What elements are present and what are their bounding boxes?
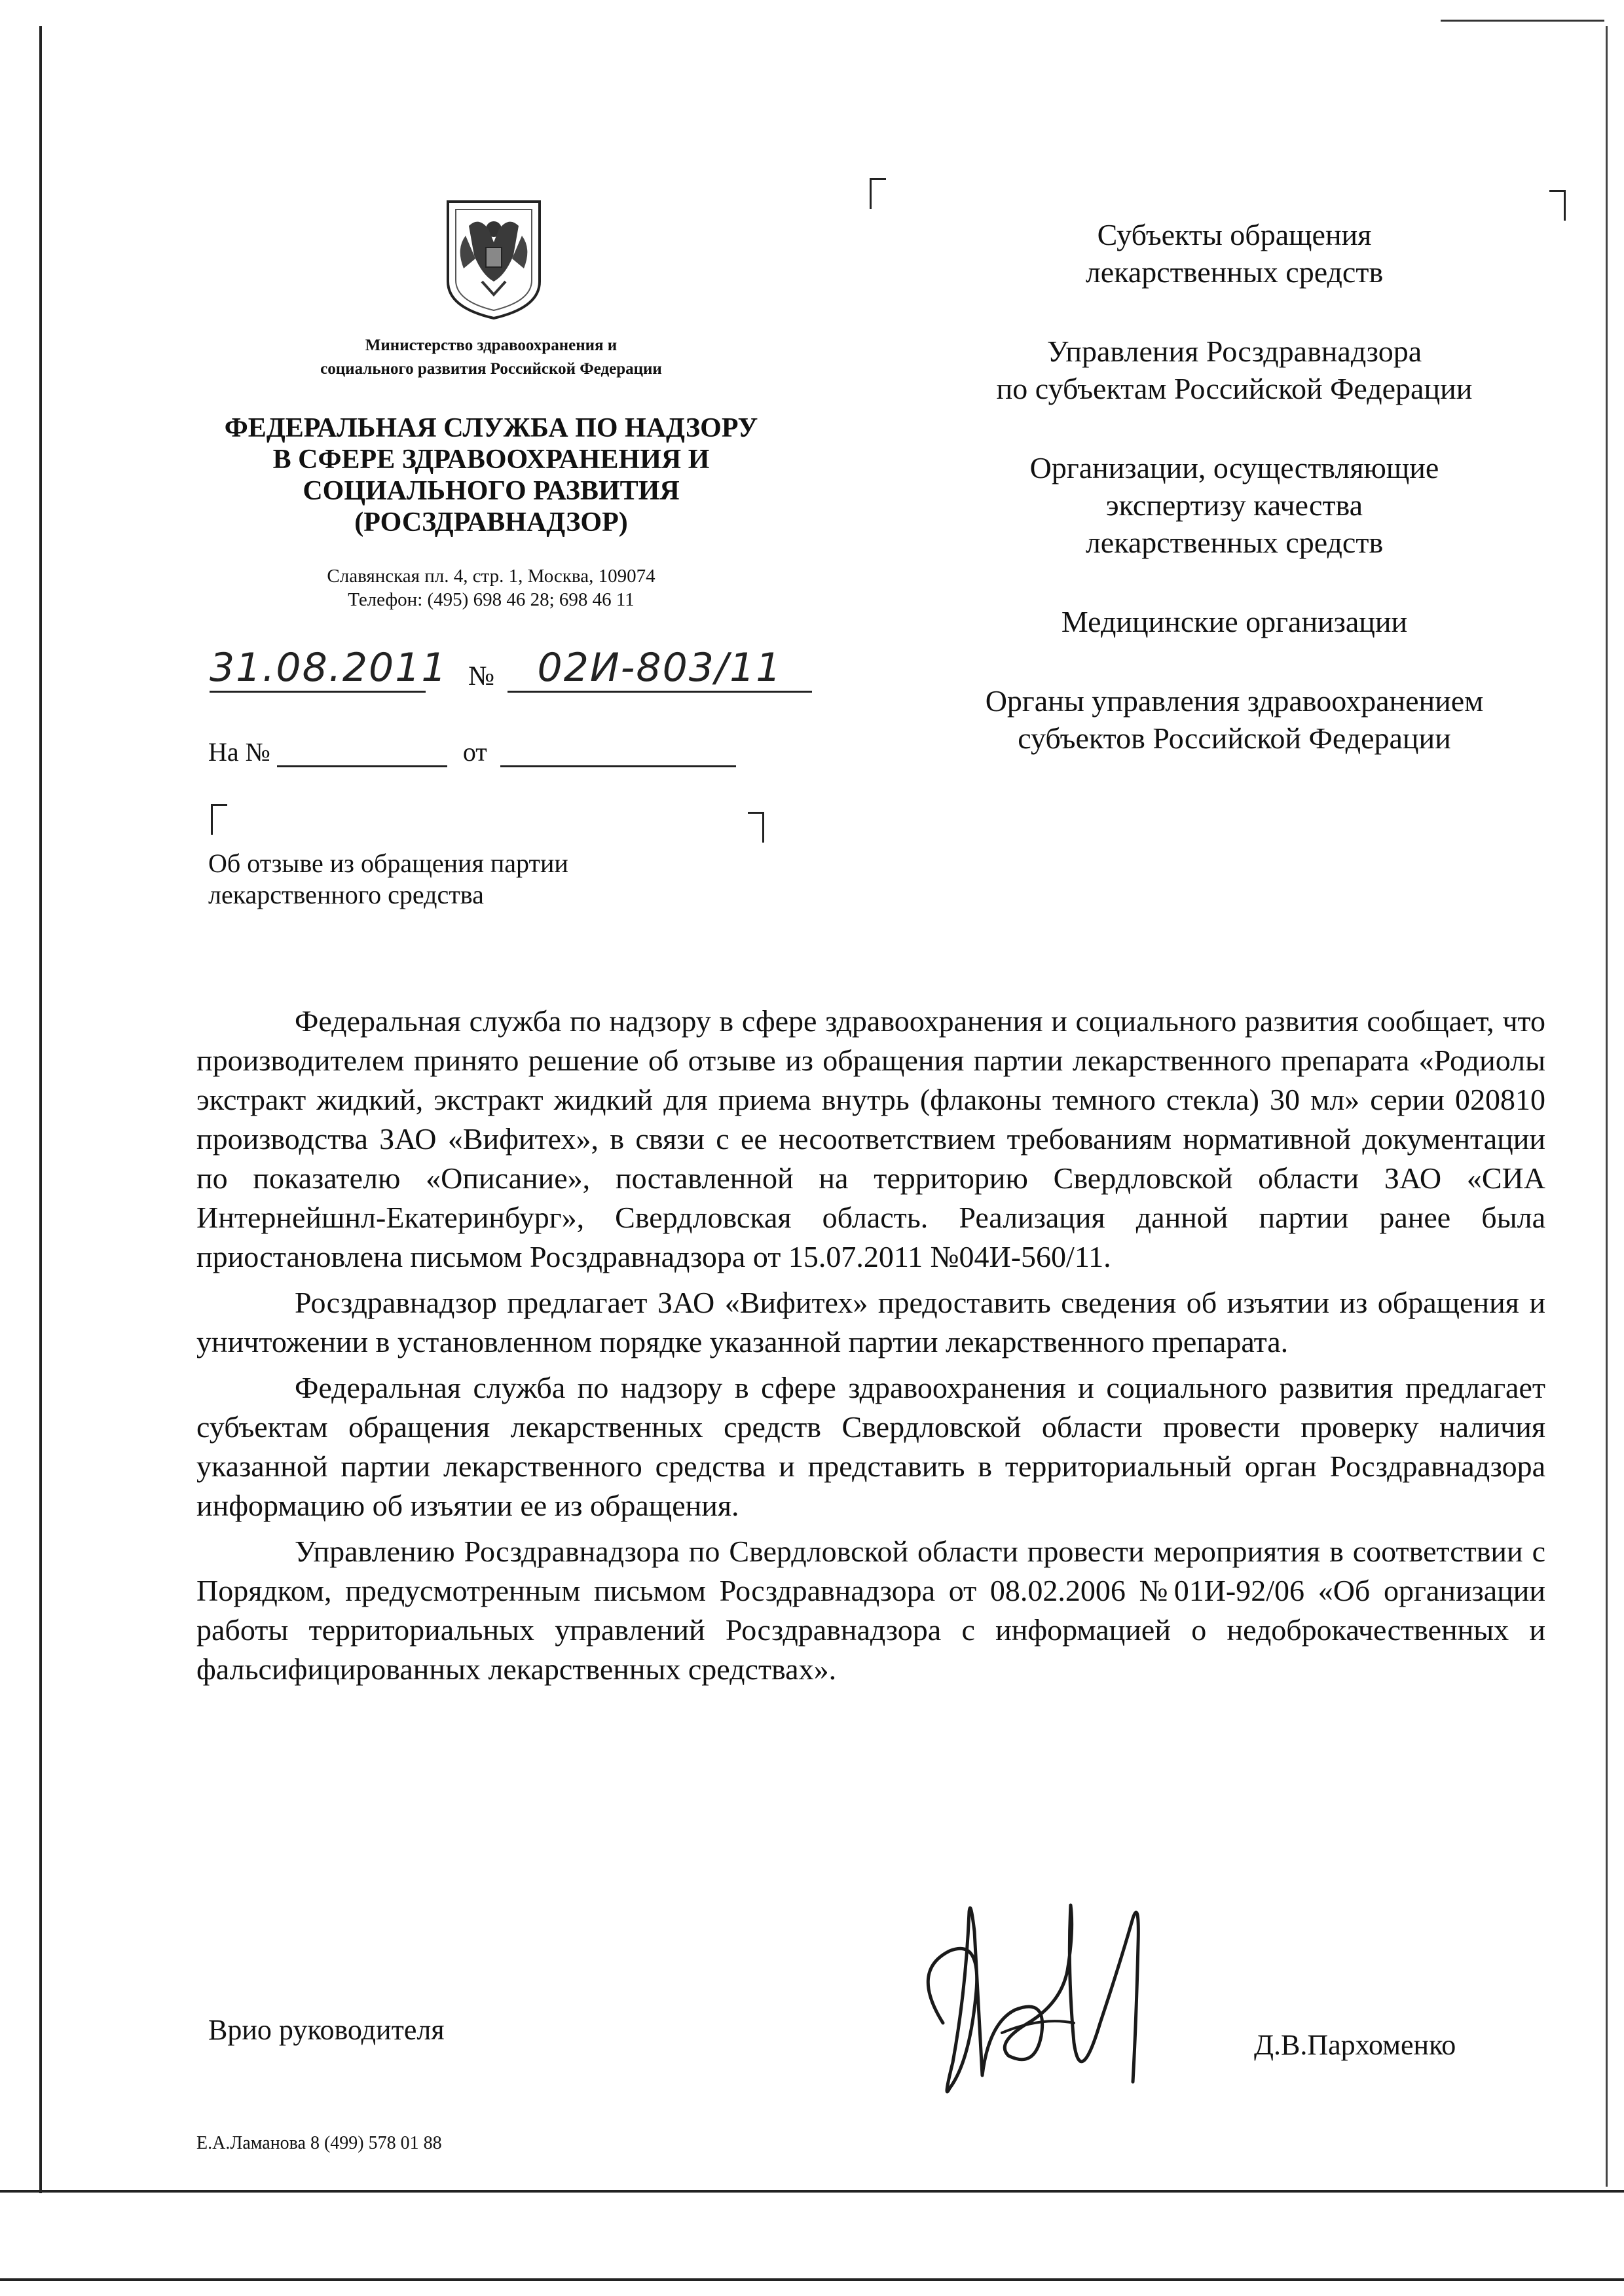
address-line-1: Славянская пл. 4, стр. 1, Москва, 109074 xyxy=(327,566,655,587)
body-paragraph-3: Федеральная служба по надзору в сфере здравоохранения и социального развития предлагает субъектам обращения лекарственных средств Свердловской области провести проверку наличия указанной партии лекарственного средства и представить в территориальный орган Росздравнадзора информацию об изъятии ее из обращения. xyxy=(196,1371,1545,1522)
recipient-item xyxy=(923,603,1545,640)
service-name xyxy=(177,412,805,538)
recipient-line: Организации, осуществляющие xyxy=(1029,451,1439,484)
recipient-item xyxy=(923,449,1545,561)
ministry-line-1: Министерство здравоохранения и xyxy=(365,337,618,354)
letter-body xyxy=(196,1002,1545,1696)
ministry-name xyxy=(196,334,786,381)
reference-date-label: от xyxy=(462,737,487,767)
recipient-item xyxy=(923,216,1545,291)
executor-contact: Е.А.Ламанова 8 (499) 578 01 88 xyxy=(196,2133,442,2153)
scan-border-top xyxy=(1441,20,1604,22)
address-line-2: Телефон: (495) 698 46 28; 698 46 11 xyxy=(348,589,635,610)
service-address xyxy=(196,564,786,611)
recipient-line: субъектов Российской Федерации xyxy=(1018,721,1451,755)
recipients-bracket-left xyxy=(870,178,886,209)
registration-number: 02И-803/11 xyxy=(507,645,812,693)
service-line-3: СОЦИАЛЬНОГО РАЗВИТИЯ xyxy=(303,476,680,506)
recipient-item xyxy=(923,333,1545,407)
recipient-line: Органы управления здравоохранением xyxy=(985,684,1484,718)
recipients-list xyxy=(923,216,1545,799)
recipient-line: по субъектам Российской Федерации xyxy=(996,372,1473,405)
recipient-line: Медицинские организации xyxy=(1061,605,1408,638)
registration-date: 31.08.2011 xyxy=(210,645,426,693)
recipient-line: лекарственных средств xyxy=(1085,526,1384,559)
signatory-name: Д.В.Пархоменко xyxy=(1254,2029,1456,2061)
body-paragraph-2: Росздравнадзор предлагает ЗАО «Вифитех» предоставить сведения об изъятии из обращения и уничтожении в установленном порядке указанной партии лекарственного препарата. xyxy=(196,1286,1545,1358)
recipient-item xyxy=(923,682,1545,757)
recipients-bracket-right xyxy=(1549,190,1566,221)
handwritten-signature xyxy=(904,1892,1192,2108)
reference-number-label: На № xyxy=(208,737,270,767)
subject-line-2: лекарственного средства xyxy=(208,880,484,909)
body-paragraph-1: Федеральная служба по надзору в сфере здравоохранения и социального развития сообщает, что производителем принято решение об отзыве из обращения партии лекарственного препарата «Родиолы экстракт жидкий, экстракт жидкий для приема внутрь (флаконы темного стекла) 30 мл» серии 020810 производства ЗАО «Вифитех», в связи с ее несоответствием требованиям нормативной документации по показателю «Описание», поставленной на территорию Свердловской области ЗАО «СИА Интернейшнл-Екатеринбург», Свердловская область. Реализация данной партии ранее была приостановлена письмом Росздравнадзора от 15.07.2011 №04И-560/11. xyxy=(196,1004,1545,1273)
subject-line-1: Об отзыве из обращения партии xyxy=(208,848,568,878)
service-line-1: ФЕДЕРАЛЬНАЯ СЛУЖБА ПО НАДЗОРУ xyxy=(224,413,758,443)
service-line-2: В СФЕРЕ ЗДРАВООХРАНЕНИЯ И xyxy=(272,445,710,475)
reference-date-blank xyxy=(500,742,736,767)
subject-bracket-left xyxy=(211,804,227,835)
scan-border-bottom-2 xyxy=(0,2278,1624,2281)
ministry-line-2: социального развития Российской Федерации xyxy=(320,360,662,378)
signatory-role: Врио руководителя xyxy=(208,2014,445,2046)
recipient-line: Субъекты обращения xyxy=(1097,218,1372,251)
double-headed-eagle-emblem-icon xyxy=(443,196,545,321)
scan-border-bottom xyxy=(0,2190,1624,2193)
subject-bracket-right xyxy=(748,812,764,843)
recipient-line: экспертизу качества xyxy=(1105,488,1363,522)
scan-border-right xyxy=(1606,26,1608,2187)
body-paragraph-4: Управлению Росздравнадзора по Свердловской области провести мероприятия в соответствии с Порядком, предусмотренным письмом Росздравнадзора от 08.02.2006 №01И-92/06 «Об организации работы территориальных управлений Росздравнадзора с информацией о недоброкачественных и фальсифицированных лекарственных средствах». xyxy=(196,1535,1545,1686)
letter-subject xyxy=(208,848,732,911)
recipient-line: Управления Росздравнадзора xyxy=(1046,335,1422,368)
scan-border-left xyxy=(39,26,42,2193)
service-line-4: (РОСЗДРАВНАДЗОР) xyxy=(354,507,628,538)
reference-line xyxy=(208,737,837,767)
reference-number-blank xyxy=(277,742,447,767)
recipient-line: лекарственных средств xyxy=(1085,255,1384,289)
registration-number-label: № xyxy=(468,661,495,691)
registration-line xyxy=(210,645,825,704)
